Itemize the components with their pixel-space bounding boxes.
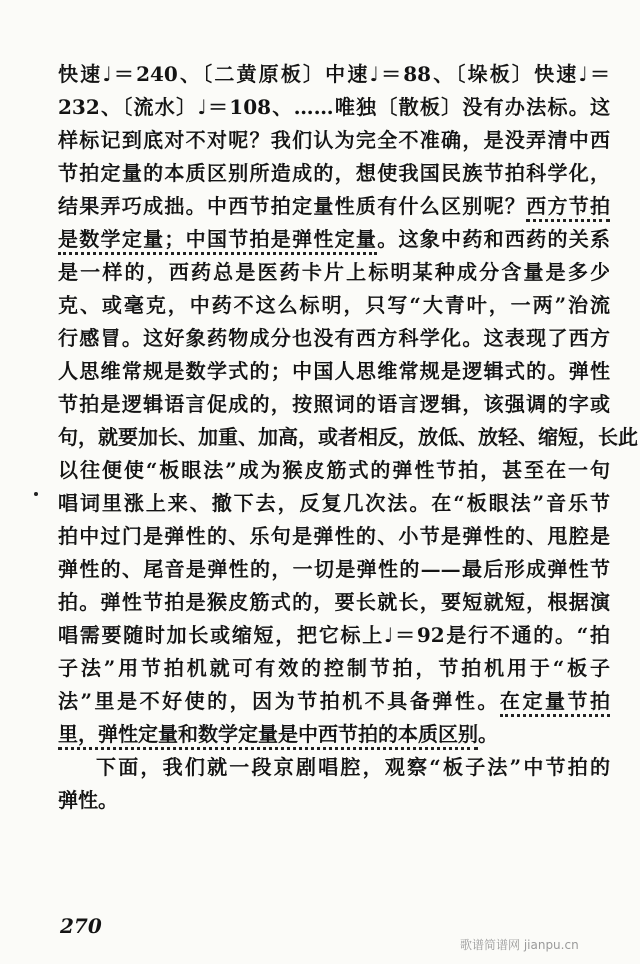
text-line: 行感冒。这好象药物成分也没有西方科学化。这表现了西方 [58, 326, 610, 350]
text-line [58, 190, 610, 223]
margin-mark [34, 492, 38, 496]
emphasis-text: 西方节拍 [526, 194, 610, 222]
text-segment: 结果弄巧成拙。中西节拍定量性质有什么区别呢？ [58, 194, 527, 218]
text-line: 样标记到底对不对呢？我们认为完全不准确，是没弄清中西 [58, 128, 610, 152]
text-segment: 。 [478, 722, 498, 746]
text-line: 弹性的、尾音是弹性的，一切是弹性的——最后形成弹性节 [58, 557, 610, 581]
text-line: 节拍定量的本质区别所造成的，想使我国民族节拍科学化， [58, 161, 610, 185]
paragraph-2 [58, 751, 610, 817]
text-line: 拍中过门是弹性的、乐句是弹性的、小节是弹性的、甩腔是 [58, 524, 610, 548]
text-line: 人思维常规是数学式的；中国人思维常规是逻辑式的。弹性 [58, 359, 610, 383]
text-segment: 。这象中药和西药的关系 [377, 227, 611, 251]
emphasis-text: 里，弹性定量和数学定量是中西节拍的本质区别 [58, 722, 478, 750]
emphasis-text: 在定量节拍 [500, 689, 610, 717]
text-line: 快速♩＝240、〔二黄原板〕中速♩＝88、〔垛板〕快速♩＝ [58, 62, 610, 86]
watermark: 歌谱简谱网 jianpu.cn [460, 938, 579, 952]
text-line: 是一样的，西药总是医药卡片上标明某种成分含量是多少 [58, 260, 610, 284]
page-number: 270 [60, 914, 102, 938]
text-line: 节拍是逻辑语言促成的，按照词的语言逻辑，该强调的字或 [58, 392, 610, 416]
text-line: 以往便使“板眼法”成为猴皮筋式的弹性节拍，甚至在一句 [58, 458, 610, 482]
paragraph-1 [58, 58, 638, 751]
text-line: 下面，我们就一段京剧唱腔，观察“板子法”中节拍的 [96, 755, 610, 779]
text-line: 克、或毫克，中药不这么标明，只写“大青叶，一两”治流 [58, 293, 610, 317]
emphasis-text: 是数学定量；中国节拍是弹性定量 [58, 227, 377, 255]
text-line: 句，就要加长、加重、加高，或者相反，放低、放轻、缩短，长此 [58, 425, 638, 449]
text-segment: 法”里是不好使的，因为节拍机不具备弹性。 [58, 689, 500, 713]
text-line: 拍。弹性节拍是猴皮筋式的，要长就长，要短就短，根据演 [58, 590, 610, 614]
text-line: 子法”用节拍机就可有效的控制节拍，节拍机用于“板子 [58, 656, 610, 680]
text-line [58, 718, 610, 751]
text-line [58, 223, 610, 256]
text-line: 唱词里涨上来、撤下去，反复几次法。在“板眼法”音乐节 [58, 491, 610, 515]
text-line: 232、〔流水〕♩＝108、……唯独〔散板〕没有办法标。这 [58, 95, 610, 119]
text-line: 唱需要随时加长或缩短，把它标上♩＝92是行不通的。“拍 [58, 623, 610, 647]
text-line [58, 685, 610, 718]
text-line: 弹性。 [58, 788, 118, 812]
